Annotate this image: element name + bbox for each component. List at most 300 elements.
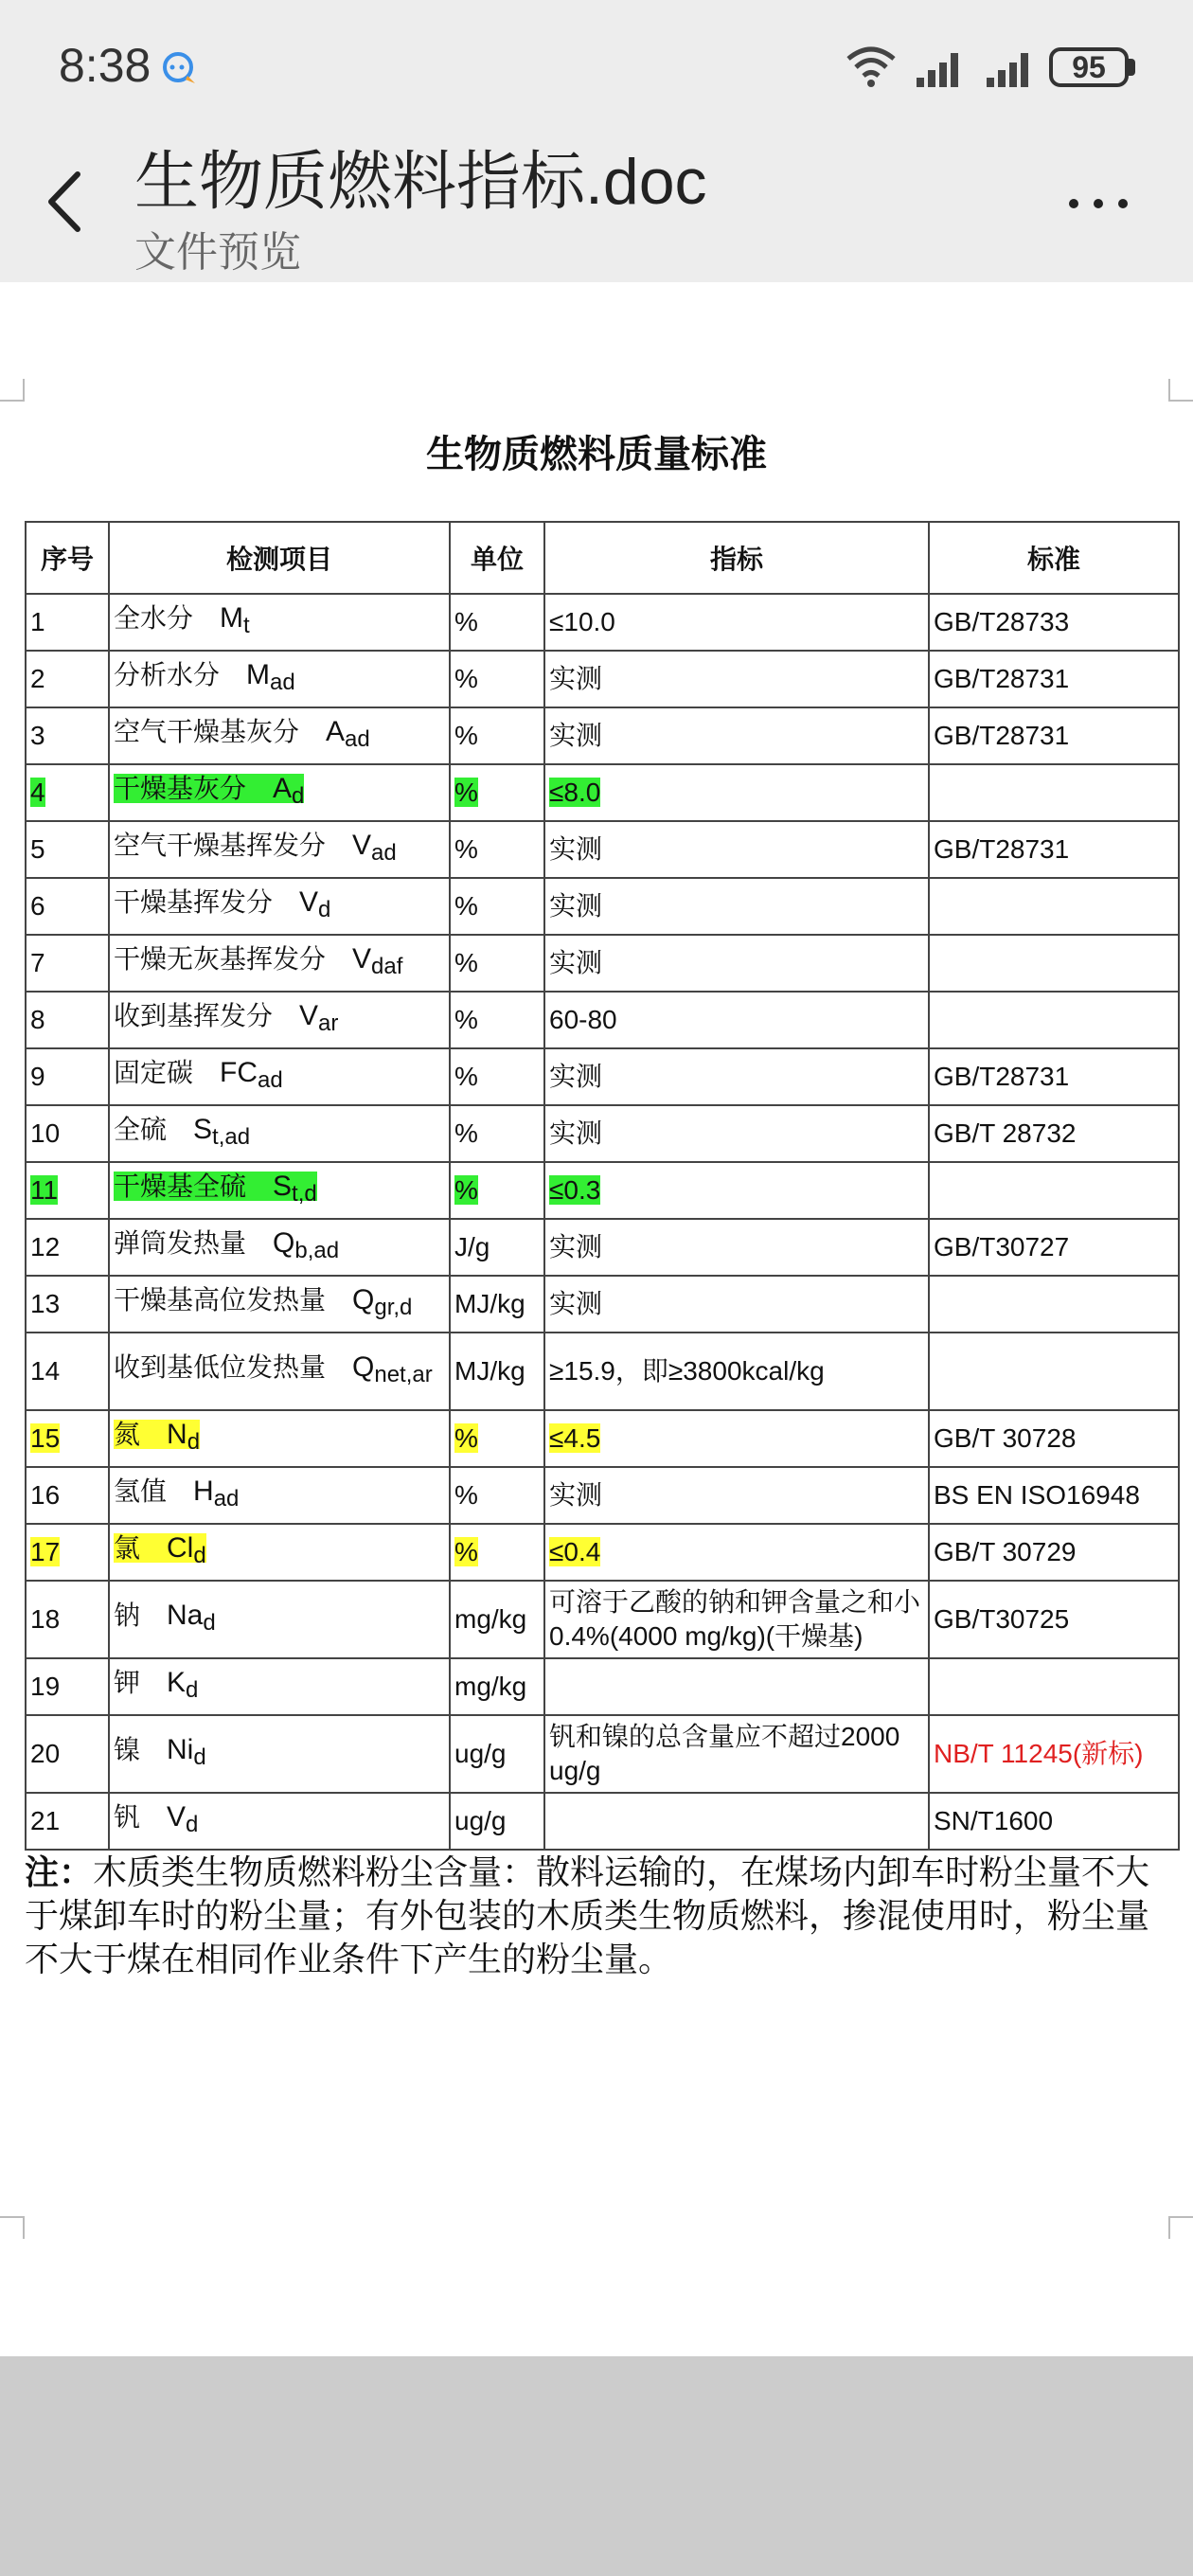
standard-cell: [929, 1715, 1179, 1793]
row-number-cell: [26, 707, 109, 764]
test-item-name: 分析水分: [114, 660, 221, 689]
test-item-label: [114, 773, 305, 809]
standard-cell: [929, 935, 1179, 992]
standard-cell-text: NB/T 11245(新标): [934, 1739, 1144, 1768]
row-number-cell: [26, 1410, 109, 1467]
standard-cell: [929, 1162, 1179, 1219]
unit-cell: [450, 1333, 544, 1410]
value-cell-text: 实测: [549, 1480, 603, 1510]
unit-cell: [450, 992, 544, 1048]
test-item-name: 干燥基全硫: [114, 1172, 247, 1201]
document-title: 生物质燃料指标.doc: [134, 146, 707, 218]
more-options-icon[interactable]: [1064, 189, 1132, 218]
test-item-subscript: gr,d: [374, 1295, 413, 1320]
test-item-cell: [109, 707, 450, 764]
table-row: [26, 1658, 1179, 1715]
test-item-symbol: M: [246, 659, 271, 690]
test-item-name: 收到基挥发分: [114, 1001, 274, 1030]
test-item-symbol: Q: [352, 1284, 375, 1315]
battery-indicator: 95: [1049, 47, 1129, 87]
test-item-subscript: d: [193, 1543, 206, 1568]
test-item-cell: [109, 1219, 450, 1276]
value-cell: [544, 1276, 929, 1333]
value-cell: [544, 764, 929, 821]
test-item-symbol: A: [326, 716, 346, 747]
test-item-label: [114, 1351, 433, 1387]
standard-cell: [929, 594, 1179, 651]
row-number-cell-text: 9: [30, 1062, 45, 1091]
test-item-name: 钠: [114, 1601, 141, 1630]
unit-cell: [450, 1524, 544, 1581]
test-item-cell: [109, 1524, 450, 1581]
table-row: [26, 1581, 1179, 1658]
test-item-label: [114, 1057, 283, 1093]
test-item-label: [114, 1000, 339, 1036]
test-item-name: 干燥基高位发热量: [114, 1285, 327, 1315]
test-item-subscript: net,ar: [374, 1362, 433, 1387]
unit-cell: [450, 878, 544, 935]
table-row: [26, 707, 1179, 764]
table-row: [26, 1793, 1179, 1850]
standard-cell: [929, 1333, 1179, 1410]
unit-cell: [450, 1410, 544, 1467]
test-item-name: 氢值: [114, 1476, 168, 1506]
row-number-cell: [26, 1467, 109, 1524]
value-cell-text: ≤8.0: [549, 778, 601, 807]
test-item-cell: [109, 992, 450, 1048]
standards-table: [25, 521, 1180, 1851]
value-cell: [544, 1581, 929, 1658]
value-cell-text: 实测: [549, 834, 603, 864]
row-number-cell: [26, 1658, 109, 1715]
test-item-name: 空气干燥基挥发分: [114, 831, 327, 860]
test-item-cell: [109, 1467, 450, 1524]
unit-cell-text: %: [454, 778, 478, 807]
row-number-cell-text: 1: [30, 607, 45, 636]
test-item-name: 弹筒发热量: [114, 1228, 247, 1258]
value-cell-text: 实测: [549, 1289, 603, 1318]
unit-cell-text: ug/g: [454, 1739, 507, 1768]
unit-cell-text: %: [454, 721, 478, 750]
test-item-label: [114, 886, 331, 922]
standard-cell-text: GB/T28731: [934, 1062, 1070, 1091]
test-item-cell: [109, 1410, 450, 1467]
unit-cell: [450, 707, 544, 764]
row-number-cell: [26, 1219, 109, 1276]
test-item-label: [114, 1114, 251, 1150]
standard-cell-text: GB/T28733: [934, 607, 1070, 636]
test-item-label: [114, 1801, 199, 1837]
test-item-name: 镍: [114, 1735, 141, 1764]
value-cell: [544, 878, 929, 935]
column-header: 单位: [450, 522, 544, 594]
value-cell: [544, 1333, 929, 1410]
row-number-cell: [26, 1581, 109, 1658]
row-number-cell: [26, 1105, 109, 1162]
table-header-row: [26, 522, 1179, 594]
unit-cell-text: %: [454, 607, 478, 636]
test-item-subscript: t,d: [292, 1181, 317, 1207]
note-label: 注：: [25, 1852, 94, 1891]
table-row: [26, 1219, 1179, 1276]
value-cell-text: 可溶于乙酸的钠和钾含量之和小0.4%(4000 mg/kg)(干燥基): [549, 1587, 921, 1651]
test-item-symbol: Ni: [167, 1734, 194, 1765]
table-row: [26, 1276, 1179, 1333]
test-item-subscript: d: [203, 1610, 216, 1636]
test-item-subscript: t,ad: [212, 1124, 251, 1150]
standard-cell-text: SN/T1600: [934, 1806, 1054, 1835]
row-number-cell: [26, 1715, 109, 1793]
unit-cell: [450, 935, 544, 992]
test-item-label: [114, 659, 295, 695]
test-item-name: 干燥无灰基挥发分: [114, 944, 327, 974]
column-header: 序号: [26, 522, 109, 594]
test-item-symbol: V: [167, 1801, 187, 1833]
column-header: 指标: [544, 522, 929, 594]
test-item-symbol: H: [193, 1476, 214, 1507]
standard-cell: [929, 1524, 1179, 1581]
standard-cell-text: GB/T30725: [934, 1604, 1070, 1634]
test-item-symbol: M: [220, 602, 244, 634]
standard-cell: [929, 821, 1179, 878]
test-item-name: 干燥基灰分: [114, 774, 247, 803]
table-row: [26, 1162, 1179, 1219]
table-row: [26, 1524, 1179, 1581]
standard-cell-text: GB/T 28732: [934, 1118, 1077, 1148]
unit-cell-text: %: [454, 1423, 478, 1453]
app-header: [0, 0, 1193, 282]
row-number-cell-text: 13: [30, 1289, 61, 1318]
row-number-cell-text: 18: [30, 1604, 61, 1634]
unit-cell: [450, 1715, 544, 1793]
test-item-name: 收到基低位发热量: [114, 1352, 327, 1382]
test-item-subscript: ad: [371, 840, 397, 866]
value-cell: [544, 1715, 929, 1793]
value-cell: [544, 1467, 929, 1524]
row-number-cell: [26, 1333, 109, 1410]
test-item-subscript: d: [318, 897, 331, 922]
value-cell-text: ≤4.5: [549, 1423, 601, 1453]
unit-cell-text: %: [454, 1118, 478, 1148]
value-cell-text: ≤0.4: [549, 1537, 601, 1566]
table-title: 生物质燃料质量标准: [426, 434, 767, 475]
test-item-cell: [109, 651, 450, 707]
standard-cell-text: GB/T28731: [934, 664, 1070, 693]
test-item-cell: [109, 594, 450, 651]
row-number-cell-text: 16: [30, 1480, 61, 1510]
test-item-cell: [109, 935, 450, 992]
table-row: [26, 764, 1179, 821]
value-cell-text: 60-80: [549, 1005, 617, 1034]
table-row: [26, 878, 1179, 935]
test-item-subscript: t: [243, 613, 250, 638]
test-item-name: 钒: [114, 1802, 141, 1832]
standard-cell-text: GB/T 30728: [934, 1423, 1077, 1453]
test-item-label: [114, 1419, 201, 1455]
standard-cell: [929, 707, 1179, 764]
row-number-cell: [26, 821, 109, 878]
row-number-cell: [26, 878, 109, 935]
table-row: [26, 992, 1179, 1048]
test-item-symbol: Na: [167, 1600, 204, 1631]
value-cell: [544, 992, 929, 1048]
unit-cell: [450, 1162, 544, 1219]
value-cell: [544, 1658, 929, 1715]
value-cell: [544, 1162, 929, 1219]
test-item-name: 氮: [114, 1420, 141, 1449]
test-item-subscript: d: [292, 783, 305, 809]
chat-bubble-icon: [159, 49, 199, 87]
table-row: [26, 1048, 1179, 1105]
test-item-symbol: S: [273, 1171, 293, 1202]
standard-cell-text: BS EN ISO16948: [934, 1480, 1140, 1510]
value-cell-text: 实测: [549, 891, 603, 921]
row-number-cell-text: 12: [30, 1232, 61, 1261]
value-cell-text: 实测: [549, 1118, 603, 1148]
value-cell: [544, 1793, 929, 1850]
unit-cell-text: %: [454, 1062, 478, 1091]
value-cell-text: 实测: [549, 1232, 603, 1261]
viewer-background: [0, 2356, 1193, 2576]
page-corner-mark: [0, 2216, 25, 2239]
test-item-subscript: ar: [318, 1011, 339, 1036]
test-item-cell: [109, 1333, 450, 1410]
test-item-label: [114, 830, 397, 866]
test-item-cell: [109, 1048, 450, 1105]
unit-cell-text: mg/kg: [454, 1672, 527, 1701]
row-number-cell-text: 2: [30, 664, 45, 693]
value-cell: [544, 1410, 929, 1467]
row-number-cell-text: 11: [30, 1175, 59, 1205]
row-number-cell-text: 15: [30, 1423, 61, 1453]
test-item-subscript: d: [186, 1677, 199, 1703]
test-item-name: 全硫: [114, 1115, 168, 1144]
row-number-cell-text: 8: [30, 1005, 45, 1034]
unit-cell: [450, 651, 544, 707]
standard-cell-text: GB/T30727: [934, 1232, 1070, 1261]
test-item-cell: [109, 1276, 450, 1333]
test-item-label: [114, 1734, 206, 1770]
unit-cell-text: %: [454, 834, 478, 864]
unit-cell: [450, 1793, 544, 1850]
row-number-cell-text: 14: [30, 1356, 61, 1386]
table-body: [26, 594, 1179, 1850]
unit-cell-text: %: [454, 1005, 478, 1034]
value-cell-text: 实测: [549, 721, 603, 750]
unit-cell: [450, 1219, 544, 1276]
row-number-cell: [26, 651, 109, 707]
test-item-symbol: Q: [273, 1227, 295, 1259]
page-corner-mark: [0, 379, 25, 402]
standard-cell: [929, 1410, 1179, 1467]
value-cell-text: 实测: [549, 1062, 603, 1091]
unit-cell: [450, 594, 544, 651]
test-item-label: [114, 1284, 413, 1320]
unit-cell-text: MJ/kg: [454, 1289, 525, 1318]
unit-cell-text: %: [454, 1480, 478, 1510]
value-cell: [544, 594, 929, 651]
test-item-name: 固定碳: [114, 1058, 194, 1087]
standard-cell: [929, 1105, 1179, 1162]
unit-cell: [450, 764, 544, 821]
test-item-label: [114, 1171, 317, 1207]
unit-cell: [450, 1276, 544, 1333]
test-item-cell: [109, 1105, 450, 1162]
standard-cell-text: GB/T28731: [934, 834, 1070, 864]
test-item-subscript: ad: [258, 1067, 283, 1093]
test-item-symbol: S: [193, 1114, 213, 1145]
value-cell: [544, 1105, 929, 1162]
row-number-cell: [26, 1793, 109, 1850]
test-item-subscript: d: [186, 1812, 199, 1837]
test-item-label: [114, 1600, 216, 1636]
row-number-cell-text: 19: [30, 1672, 61, 1701]
test-item-subscript: ad: [213, 1486, 240, 1512]
value-cell-text: ≥15.9，即≥3800kcal/kg: [549, 1356, 825, 1386]
value-cell: [544, 821, 929, 878]
standard-cell: [929, 1048, 1179, 1105]
page-corner-mark: [1168, 2216, 1193, 2239]
test-item-symbol: Q: [352, 1351, 375, 1383]
test-item-symbol: V: [352, 830, 372, 861]
test-item-symbol: FC: [220, 1057, 258, 1088]
unit-cell-text: %: [454, 1537, 478, 1566]
column-header: 检测项目: [109, 522, 450, 594]
unit-cell-text: mg/kg: [454, 1604, 527, 1634]
standard-cell: [929, 1467, 1179, 1524]
test-item-label: [114, 1667, 199, 1703]
test-item-label: [114, 716, 370, 752]
row-number-cell-text: 17: [30, 1537, 61, 1566]
standard-cell: [929, 992, 1179, 1048]
unit-cell-text: J/g: [454, 1232, 490, 1261]
value-cell: [544, 707, 929, 764]
row-number-cell: [26, 1048, 109, 1105]
page-corner-mark: [1168, 379, 1193, 402]
test-item-label: [114, 602, 250, 638]
test-item-cell: [109, 821, 450, 878]
row-number-cell-text: 7: [30, 948, 45, 977]
row-number-cell-text: 3: [30, 721, 45, 750]
test-item-name: 钾: [114, 1668, 141, 1697]
row-number-cell: [26, 1162, 109, 1219]
value-cell-text: 实测: [549, 948, 603, 977]
test-item-label: [114, 1227, 340, 1263]
test-item-cell: [109, 1162, 450, 1219]
test-item-cell: [109, 878, 450, 935]
unit-cell-text: %: [454, 948, 478, 977]
test-item-subscript: b,ad: [294, 1238, 340, 1263]
test-item-cell: [109, 1658, 450, 1715]
standard-cell: [929, 651, 1179, 707]
value-cell: [544, 935, 929, 992]
standard-cell-text: GB/T28731: [934, 721, 1070, 750]
test-item-cell: [109, 764, 450, 821]
document-subtitle: 文件预览: [134, 229, 301, 276]
value-cell-text: ≤10.0: [549, 607, 615, 636]
test-item-subscript: d: [193, 1744, 206, 1770]
unit-cell-text: %: [454, 1175, 478, 1205]
signal-strength-icon: [985, 45, 1038, 89]
note-text: 木质类生物质燃料粉尘含量：散料运输的，在煤场内卸车时粉尘量不大于煤卸车时的粉尘量；有外包装的木质类生物质燃料，掺混使用时，粉尘量不大于煤在相同作业条件下产生的粉尘量。: [25, 1852, 1150, 1978]
wifi-icon: [845, 44, 898, 89]
standard-cell-text: GB/T 30729: [934, 1537, 1077, 1566]
status-time: 8:38: [59, 39, 151, 92]
row-number-cell-text: 21: [30, 1806, 61, 1835]
table-row: [26, 1410, 1179, 1467]
column-header: 标准: [929, 522, 1179, 594]
unit-cell: [450, 1048, 544, 1105]
standard-cell: [929, 1276, 1179, 1333]
row-number-cell: [26, 594, 109, 651]
row-number-cell-text: 20: [30, 1739, 61, 1768]
table-row: [26, 935, 1179, 992]
value-cell: [544, 651, 929, 707]
test-item-subscript: ad: [345, 726, 370, 752]
row-number-cell: [26, 1524, 109, 1581]
standard-cell: [929, 878, 1179, 935]
unit-cell: [450, 1581, 544, 1658]
row-number-cell: [26, 1276, 109, 1333]
unit-cell-text: ug/g: [454, 1806, 507, 1835]
unit-cell: [450, 1658, 544, 1715]
test-item-label: [114, 1532, 206, 1568]
table-row: [26, 651, 1179, 707]
value-cell: [544, 1048, 929, 1105]
status-bar: [0, 0, 1193, 133]
table-note: [25, 1851, 1178, 1981]
standard-cell: [929, 764, 1179, 821]
test-item-cell: [109, 1793, 450, 1850]
test-item-symbol: V: [299, 886, 319, 918]
test-item-symbol: A: [273, 773, 293, 804]
row-number-cell: [26, 935, 109, 992]
value-cell: [544, 1524, 929, 1581]
battery-nub: [1129, 59, 1135, 76]
test-item-cell: [109, 1581, 450, 1658]
unit-cell-text: MJ/kg: [454, 1356, 525, 1386]
test-item-symbol: N: [167, 1419, 187, 1450]
test-item-name: 氯: [114, 1533, 141, 1563]
value-cell: [544, 1219, 929, 1276]
standard-cell: [929, 1219, 1179, 1276]
row-number-cell-text: 6: [30, 891, 45, 921]
table-row: [26, 594, 1179, 651]
standard-cell: [929, 1793, 1179, 1850]
unit-cell-text: %: [454, 891, 478, 921]
standard-cell: [929, 1658, 1179, 1715]
test-item-label: [114, 1476, 240, 1512]
test-item-symbol: V: [299, 1000, 319, 1031]
test-item-label: [114, 943, 403, 979]
table-row: [26, 1333, 1179, 1410]
test-item-subscript: daf: [371, 954, 403, 979]
test-item-subscript: ad: [270, 670, 295, 695]
signal-strength-icon: [915, 45, 968, 89]
unit-cell: [450, 1467, 544, 1524]
row-number-cell: [26, 764, 109, 821]
row-number-cell-text: 10: [30, 1118, 61, 1148]
test-item-subscript: d: [187, 1429, 201, 1455]
row-number-cell-text: 4: [30, 778, 45, 807]
unit-cell: [450, 1105, 544, 1162]
test-item-cell: [109, 1715, 450, 1793]
back-arrow-icon[interactable]: [44, 169, 85, 235]
table-row: [26, 1467, 1179, 1524]
test-item-name: 全水分: [114, 603, 194, 633]
test-item-name: 干燥基挥发分: [114, 887, 274, 917]
value-cell-text: ≤0.3: [549, 1175, 601, 1205]
